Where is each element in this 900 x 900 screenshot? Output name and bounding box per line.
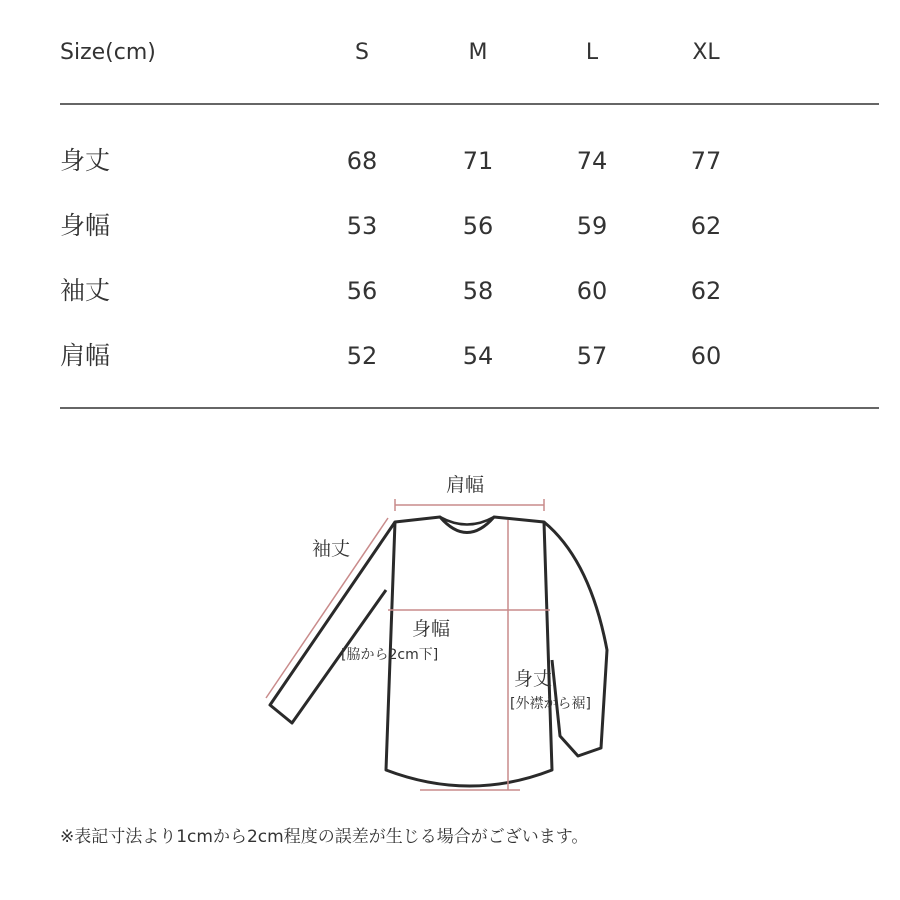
width-note: [脇から2cm下]: [341, 647, 439, 663]
table-cell: 68: [346, 147, 378, 175]
table-cell: 56: [462, 212, 494, 240]
size-header-s: S: [355, 40, 369, 65]
table-cell: 71: [462, 147, 494, 175]
sleeve-label: 袖丈: [312, 538, 351, 560]
row-label-length: 身丈: [60, 146, 111, 175]
table-cell: 57: [576, 342, 608, 370]
length-note: [外襟から裾]: [510, 696, 591, 712]
table-cell: 62: [690, 277, 722, 305]
table-cell: 77: [690, 147, 722, 175]
footnote: ※表記寸法より1cmから2cm程度の誤差が生じる場合がございます。: [60, 827, 589, 847]
table-header-label: Size(cm): [60, 40, 156, 65]
table-cell: 58: [462, 277, 494, 305]
table-cell: 60: [690, 342, 722, 370]
table-cell: 59: [576, 212, 608, 240]
size-header-xl: XL: [692, 40, 720, 65]
table-cell: 53: [346, 212, 378, 240]
row-label-shoulder: 肩幅: [60, 341, 111, 370]
table-cell: 60: [576, 277, 608, 305]
table-cell: 56: [346, 277, 378, 305]
length-label: 身丈: [514, 668, 553, 690]
row-label-sleeve: 袖丈: [60, 276, 111, 305]
shoulder-label: 肩幅: [446, 474, 485, 496]
table-cell: 52: [346, 342, 378, 370]
width-label: 身幅: [412, 618, 451, 640]
row-label-width: 身幅: [60, 211, 111, 240]
table-cell: 54: [462, 342, 494, 370]
size-header-m: M: [468, 40, 488, 65]
table-cell: 62: [690, 212, 722, 240]
size-header-l: L: [585, 40, 599, 65]
right-sleeve-outline: [544, 522, 607, 756]
table-cell: 74: [576, 147, 608, 175]
